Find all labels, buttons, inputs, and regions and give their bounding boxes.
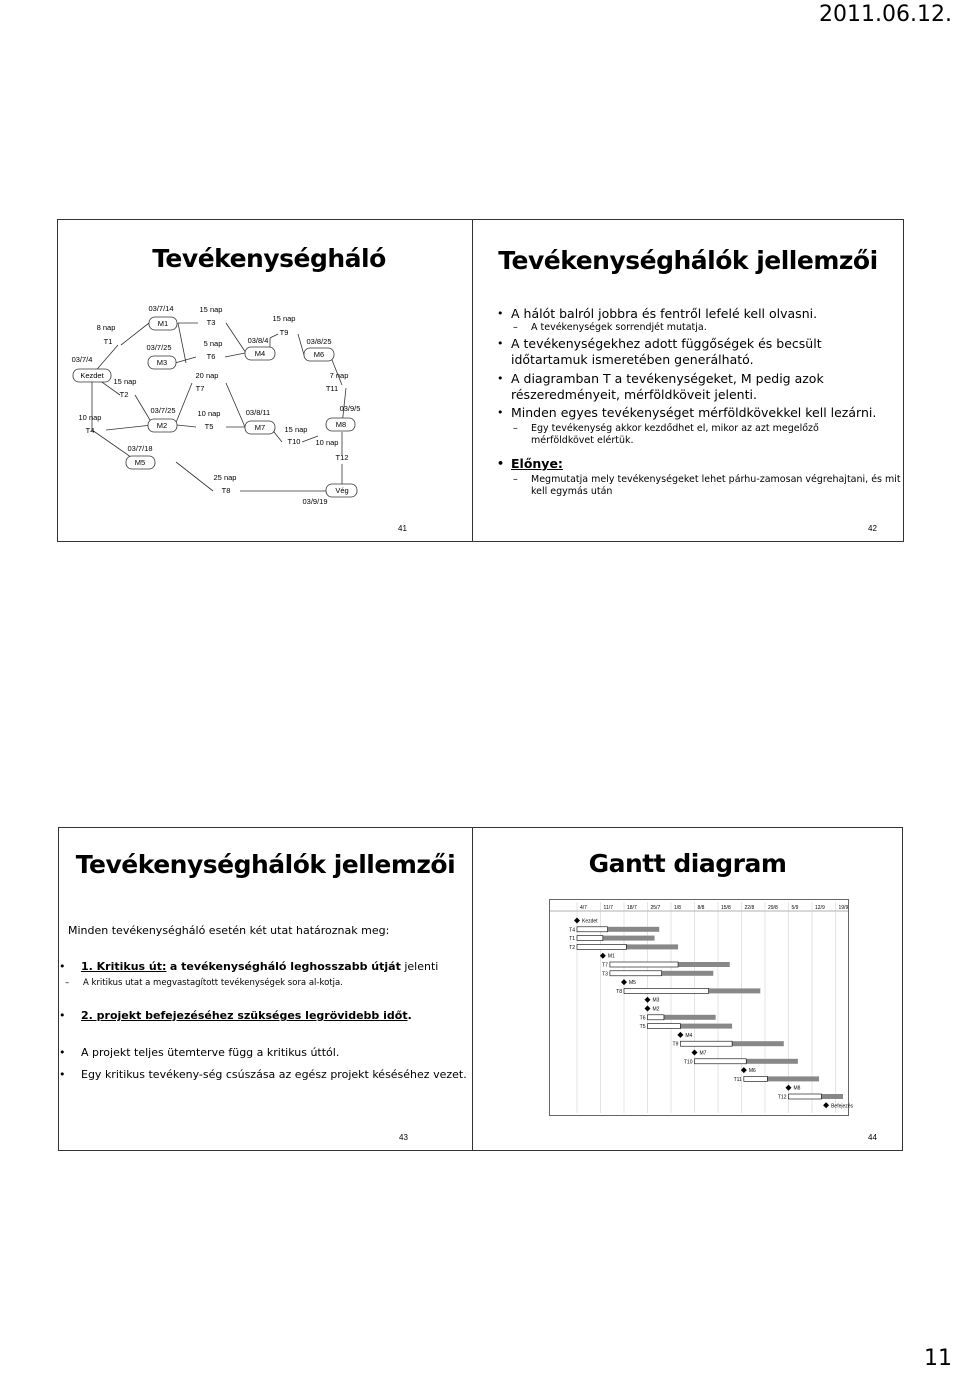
gantt-date-label: 5/9 [791,905,799,911]
bullet-item: • A diagramban T a tevékenységeket, M pedig azok részeredményeit, mérföldköveit jelenti. [497,371,841,403]
date-kezdet: 03/7/4 [71,355,93,364]
node-t7: T7 [195,384,205,393]
gantt-activity-bar [648,1024,681,1029]
gantt-date-label: 8/8 [697,905,705,911]
sub-bullet-item: – A tevékenységek sorrendjét mutatja. [513,322,891,334]
shortest-time-end: . [407,1009,412,1022]
slide-title: Gantt diagram [588,849,787,878]
gantt-activity-bar [610,971,662,976]
gantt-milestone [621,979,627,985]
gantt-date-label: 11/7 [603,905,613,911]
duration-t11: 7 nap [329,371,349,380]
duration-t12: 10 nap [315,438,339,447]
duration-t6: 5 nap [203,339,223,348]
gantt-row-label: M3 [652,997,660,1004]
gantt-activity-bar [744,1076,768,1081]
page-number: 11 [924,1346,952,1371]
duration-t1: 8 nap [96,323,116,332]
duration-t7: 20 nap [195,371,219,380]
gantt-milestone [741,1067,747,1073]
gantt-date-label: 29/8 [768,905,778,911]
gantt-row-label: T1 [569,936,575,943]
gantt-row-label: T8 [616,988,622,995]
node-m4: M4 [254,349,266,358]
gantt-row-label: T11 [733,1076,742,1083]
gantt-activity-bar [648,1015,664,1020]
gantt-slack-bar [603,936,655,941]
duration-t10: 15 nap [284,425,308,434]
node-t5: T5 [204,422,214,431]
node-m5: M5 [134,458,146,467]
date-m1: 03/7/14 [148,304,174,313]
slide-number: 42 [868,524,877,533]
gantt-milestone [786,1085,792,1091]
date-m5: 03/7/18 [127,444,153,453]
gantt-activity-bar [680,1041,732,1046]
slide-number: 44 [868,1133,877,1142]
gantt-row-label: T7 [602,962,608,969]
gantt-date-label: 12/9 [815,905,825,911]
date-m8: 03/9/5 [339,404,361,413]
gantt-slack-bar [626,944,678,949]
gantt-slack-bar [732,1041,784,1046]
node-m6: M6 [313,350,325,359]
slide-title: Tevékenységháló [152,244,386,273]
gantt-row-label: M7 [699,1050,707,1057]
slide-41 [57,219,481,542]
node-t2: T2 [119,390,129,399]
duration-t8: 25 nap [213,473,237,482]
node-m3: M3 [156,358,168,367]
node-t3: T3 [206,318,216,327]
gantt-milestone [823,1102,829,1108]
gantt-slack-bar [680,1024,732,1029]
critical-path-label: 1. Kritikus út: [81,960,167,973]
gantt-milestone [600,953,606,959]
node-t12: T12 [335,453,349,462]
gantt-date-label: 19/9 [838,905,849,911]
gantt-row-label: T4 [569,927,575,934]
gantt-row-label: T5 [639,1024,646,1031]
critical-path-definition: a tevékenységháló leghosszabb útját [169,960,401,973]
bullet-item: • A projekt teljes ütemterve függ a kritikus úttól. [59,1045,471,1061]
gantt-date-label: 18/7 [627,905,637,911]
date-m4: 03/8/4 [247,336,269,345]
gantt-milestone [677,1032,683,1038]
slide-number: 41 [398,524,407,533]
shortest-time-label: 2. projekt befejezéséhez szükséges legrövidebb időt [81,1009,408,1022]
gantt-slack-bar [767,1076,819,1081]
gantt-row-label: T10 [683,1059,693,1066]
gantt-slack-bar [821,1094,843,1099]
node-t1: T1 [103,337,113,346]
gantt-row-label: M2 [652,1006,660,1013]
bullet-item: • A tevékenységekhez adott függőségek és becsült időtartamuk ismeretében generálható. [497,336,896,368]
gantt-activity-bar [577,944,626,949]
duration-t4: 10 nap [78,413,102,422]
gantt-date-label: 25/7 [650,905,661,911]
gantt-row-label: T2 [569,944,575,951]
gantt-slack-bar [664,1015,716,1020]
duration-t5: 10 nap [197,409,221,418]
bullet-item [59,1008,471,1024]
node-t9: T9 [279,328,289,337]
gantt-row-label: T9 [672,1041,679,1048]
gantt-activity-bar [577,936,603,941]
node-t11: T11 [325,384,339,393]
sub-bullet-item: – A kritikus utat a megvastagított tevékenységek sora al-kotja. [65,977,463,989]
node-t10: T10 [287,437,301,446]
gantt-slack-bar [709,988,761,993]
gantt-row-label: M8 [793,1085,801,1092]
slide-title: Tevékenységhálók jellemzői [75,850,456,879]
slide-43 [58,827,473,1151]
bullet-item: • A hálót balról jobbra és fentről lefelé kell olvasni. [497,306,891,322]
gantt-activity-bar [695,1059,747,1064]
node-m1: M1 [157,319,169,328]
gantt-date-label: 15/8 [721,905,731,911]
gantt-activity-bar [577,927,608,932]
gantt-milestone [645,1006,651,1012]
gantt-date-label: 4/7 [580,905,587,911]
gantt-row-label: T3 [602,971,608,978]
node-t8: T8 [221,486,231,495]
duration-t9: 15 nap [272,314,296,323]
slide-number: 43 [399,1133,408,1142]
gantt-row-label: Kezdet [582,918,598,925]
gantt-row-label: Befejezés [831,1103,854,1110]
sub-bullet-item: – Megmutatja mely tevékenységeket lehet párhu-zamosan végrehajtani, és mit kell egymás után [513,474,901,498]
gantt-date-label: 22/8 [744,905,755,911]
duration-t3: 15 nap [199,305,223,314]
gantt-date-label: 1/8 [674,905,681,911]
gantt-row-label: M1 [607,953,615,960]
date-m2: 03/7/25 [150,406,176,415]
gantt-row-label: T12 [777,1094,787,1101]
gantt-slack-bar [608,927,660,932]
date-m6: 03/8/25 [306,337,332,346]
slide-title: Tevékenységhálók jellemzői [498,246,878,275]
node-veg: Vég [335,486,349,495]
critical-path-rest: jelenti [404,960,439,973]
date-header: 2011.06.12. [819,2,952,27]
bullet-item: • Előnye: [497,456,611,472]
gantt-activity-bar [624,988,709,993]
date-veg: 03/9/19 [302,497,328,506]
sub-bullet-item: – Egy tevékenység akkor kezdődhet el, mikor az azt megelőző mérföldkövet elértük. [513,423,861,447]
date-m7: 03/8/11 [245,408,271,417]
gantt-slack-bar [746,1059,798,1064]
gantt-milestone [645,997,651,1003]
slide-42 [472,219,904,542]
gantt-milestone [574,918,580,924]
date-m3: 03/7/25 [146,343,172,352]
gantt-chart [549,899,854,1116]
gantt-row-label: M6 [748,1068,756,1075]
gantt-row-label: M5 [629,980,636,987]
node-kezdet: Kezdet [80,371,104,380]
node-m7: M7 [254,423,266,432]
gantt-row-label: M4 [685,1032,693,1039]
gantt-slack-bar [678,962,730,967]
bullet-item: • Minden egyes tevékenységet mérföldkövekkel kell lezárni. [497,405,896,421]
gantt-activity-bar [610,962,678,967]
bullet-item [59,959,471,975]
activity-network-diagram [58,220,482,543]
intro-text: Minden tevékenységháló esetén két utat határoznak meg: [68,924,390,937]
gantt-milestone [692,1050,698,1056]
gantt-slack-bar [662,971,714,976]
node-t4: T4 [85,426,95,435]
gantt-row-label: T6 [639,1015,646,1022]
gantt-activity-bar [789,1094,822,1099]
slide-44 [472,827,903,1151]
duration-t2: 15 nap [113,377,137,386]
node-t6: T6 [206,352,216,361]
node-m8: M8 [335,420,347,429]
bullet-item: • Egy kritikus tevékeny-ség csúszása az egész projekt késéséhez vezet. [59,1067,481,1083]
node-m2: M2 [156,421,168,430]
